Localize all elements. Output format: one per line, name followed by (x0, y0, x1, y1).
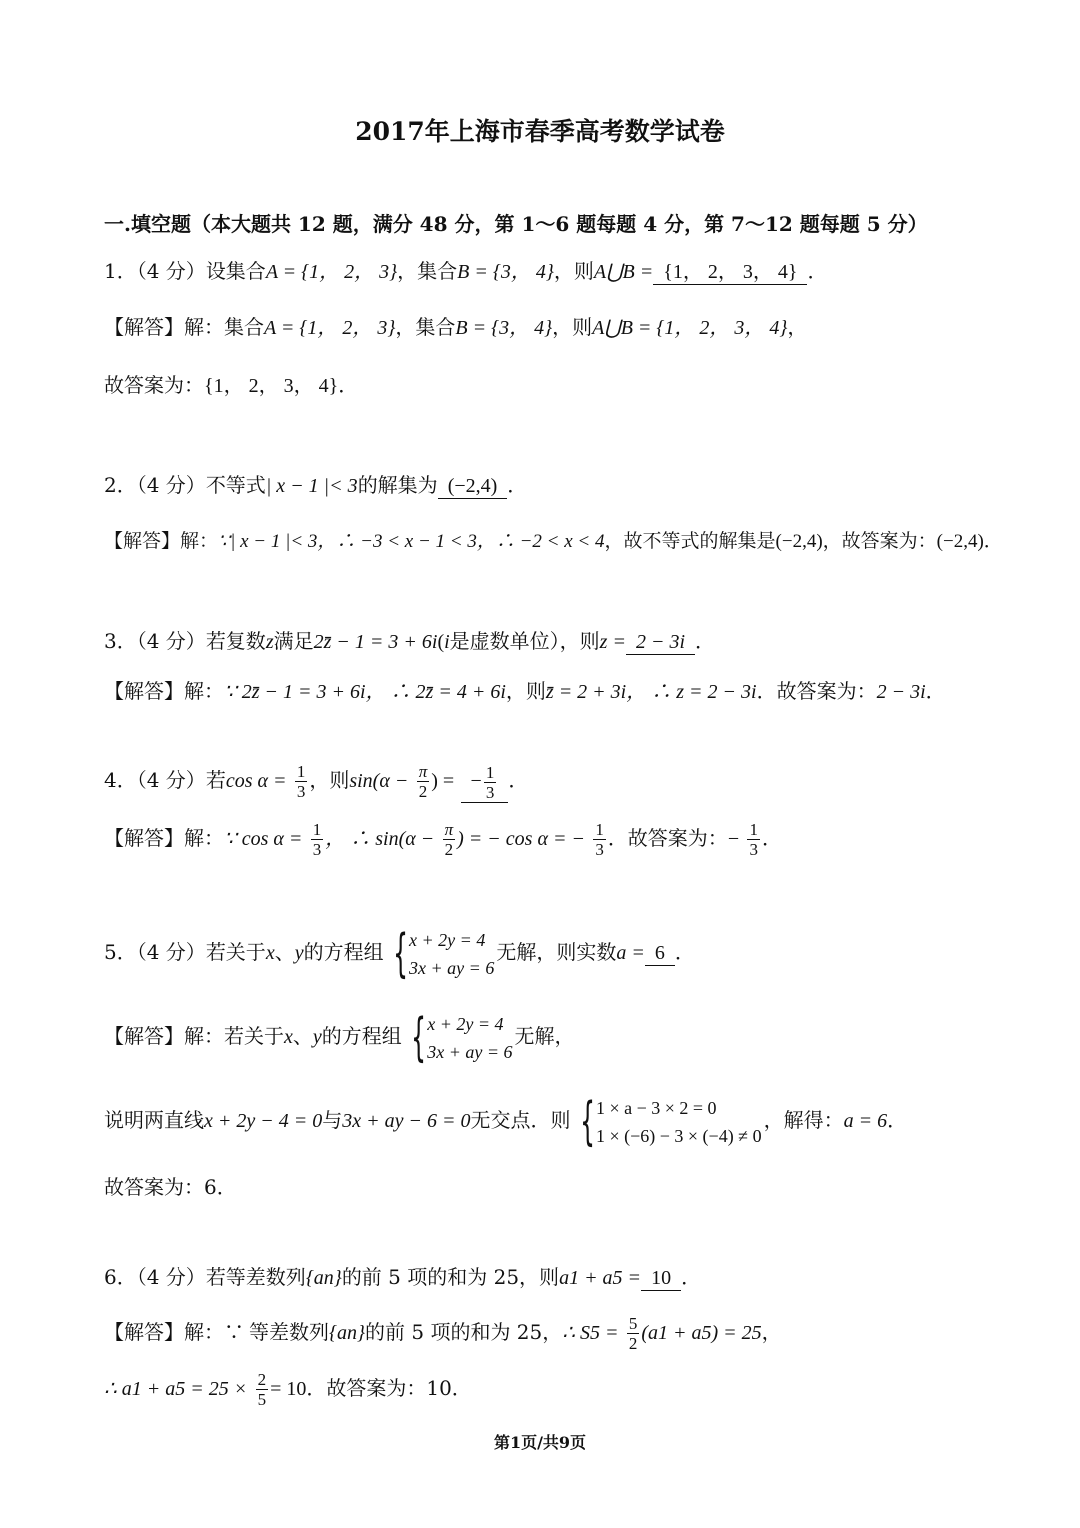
page-title: 2017年上海市春季高考数学试卷 (355, 117, 725, 146)
final-answer-5: 故答案为：6． (104, 1175, 237, 1199)
page-footer: 第1页/共9页 (493, 1433, 587, 1452)
question-4: 4．（4 分）若cos α = $\frac{1}{3}$ ，则sin(α − $\frac{\pi}{2}$ ) = − $\frac{1}{3}$ ． (104, 762, 529, 802)
answer-blank: 2 − 3i (626, 630, 695, 655)
answer-blank: − $\frac{1}{3}$ (461, 763, 509, 803)
question-3: 3．（4 分）若复数z满足2z̄ − 1 = 3 + 6i(i是虚数单位），则z = 2 − 3i ． (104, 629, 716, 653)
answer-blank: {1， 2， 3， 4} (653, 260, 807, 285)
final-answer-1: 故答案为：{1， 2， 3， 4}． (104, 373, 359, 397)
solution-5: 【解答】解：若关于x、y的方程组 { x + 2y = 4 3x + ay = 6 无解， (104, 1007, 575, 1068)
section-heading: 一.填空题（本大题共 12 题，满分 48 分，第 1～6 题每题 4 分，第 7～12 题每题 5 分） (104, 212, 928, 236)
solution-3: 【解答】解：∵ 2z̄ − 1 = 3 + 6i， ∴ 2z̄ = 4 + 6i，则z̄ = 2 + 3i， ∴ z = 2 − 3i．故答案为：2 − 3i． (104, 679, 946, 703)
answer-blank: 6 (645, 941, 675, 966)
question-5: 5．（4 分）若关于x、y的方程组 { x + 2y = 4 3x + ay = 6 无解，则实数a = 6 ． (104, 923, 695, 984)
question-1: 1．（4 分）设集合A = {1， 2， 3}，集合B = {3， 4}，则A⋃B = {1， 2， 3， 4} ． (104, 259, 828, 283)
question-2: 2．（4 分）不等式| x − 1 |< 3的解集为 (−2,4) ． (104, 473, 528, 497)
fraction: $\frac{1}{3}$ (296, 762, 306, 801)
solution-6: 【解答】解：∵ 等差数列{an}的前 5 项的和为 25，∴ S5 = $\frac{5}{2}$ (a1 + a5) = 25， (104, 1314, 782, 1353)
solution-6-cont: ∴ a1 + a5 = 25 × $\frac{2}{5}$ = 10．故答案为：10． (104, 1370, 472, 1409)
answer-blank: (−2,4) (438, 474, 508, 499)
equation-system: { x + 2y = 4 3x + ay = 6 (393, 923, 495, 984)
answer-blank: 10 (641, 1266, 681, 1291)
solution-1: 【解答】解：集合A = {1， 2， 3}，集合B = {3， 4}，则A⋃B = {1， 2， 3， 4}， (104, 315, 808, 339)
fraction: $\frac{\pi}{2}$ (418, 762, 428, 801)
solution-2: 【解答】解：∵| x − 1 |< 3，∴ −3 < x − 1 < 3，∴ −2 < x < 4，故不等式的解集是(−2,4)，故答案为：(−2,4)． (104, 530, 1003, 552)
solution-4: 【解答】解：∵ cos α = $\frac{1}{3}$ ， ∴ sin(α − $\frac{\pi}{2}$ ) = − cos α = − $\frac{1}{3}$ ．故答案为：− $\frac{1}{3}$ ． (104, 820, 782, 859)
solution-5-cont: 说明两直线x + 2y − 4 = 0与3x + ay − 6 = 0无交点．则 { 1 × a − 3 × 2 = 0 1 × (−6) − 3 × (−4) ≠ 0 ，解得：a = 6． (104, 1091, 908, 1152)
question-6: 6．（4 分）若等差数列{an}的前 5 项的和为 25，则a1 + a5 = 10 ． (104, 1265, 702, 1289)
